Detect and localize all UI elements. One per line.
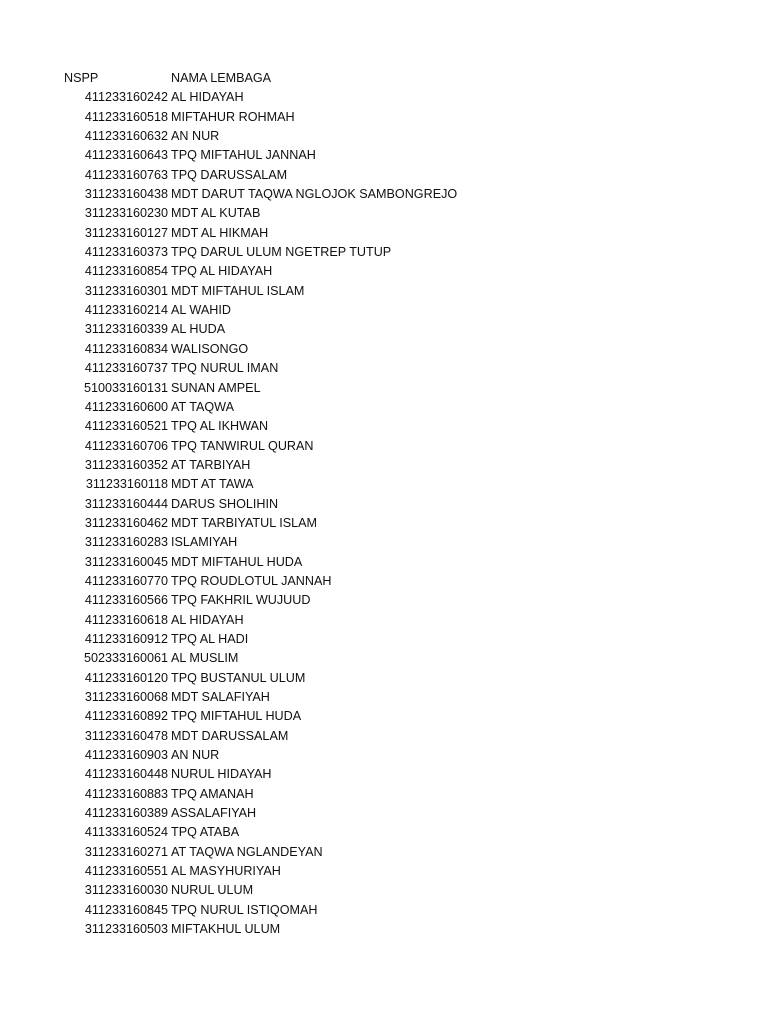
nspp-cell: 411233160854 <box>84 264 168 279</box>
nspp-cell: 411233160566 <box>84 593 168 608</box>
nama-lembaga-cell: NURUL HIDAYAH <box>171 767 272 782</box>
table-row <box>0 108 768 127</box>
nama-lembaga-cell: TPQ NURUL ISTIQOMAH <box>171 902 318 917</box>
table-row <box>0 707 768 726</box>
nama-lembaga-cell: TPQ MIFTAHUL JANNAH <box>171 148 316 163</box>
table-row <box>0 146 768 165</box>
table-row <box>0 611 768 630</box>
nspp-cell: 311233160030 <box>84 883 168 898</box>
nama-lembaga-cell: MIFTAKHUL ULUM <box>171 922 281 937</box>
nspp-cell: 411233160242 <box>84 90 168 105</box>
nspp-cell: 502333160061 <box>83 651 168 666</box>
table-row <box>0 843 768 862</box>
nama-lembaga-cell: TPQ AMANAH <box>171 786 254 801</box>
table-row <box>0 553 768 572</box>
nspp-cell: 411233160892 <box>84 709 168 724</box>
nama-lembaga-cell: MDT AT TAWA <box>171 477 254 492</box>
table-row <box>0 262 768 281</box>
nama-lembaga-cell: WALISONGO <box>171 341 249 356</box>
nspp-cell: 411233160600 <box>84 399 168 414</box>
nspp-cell: 411233160737 <box>84 361 168 376</box>
nama-lembaga-cell: TPQ AL IKHWAN <box>171 419 269 434</box>
table-row <box>0 591 768 610</box>
table-row <box>0 881 768 900</box>
nama-lembaga-cell: TPQ AL HIDAYAH <box>171 264 273 279</box>
table-row <box>0 495 768 514</box>
nama-lembaga-cell: TPQ ROUDLOTUL JANNAH <box>171 573 332 588</box>
table-row <box>0 320 768 339</box>
nspp-cell: 411233160770 <box>84 573 168 588</box>
table-row <box>0 785 768 804</box>
nspp-cell: 311233160118 <box>85 477 168 492</box>
nama-lembaga-cell: AL WAHID <box>171 303 231 318</box>
nspp-cell: 411233160912 <box>84 631 168 646</box>
nama-lembaga-cell: NURUL ULUM <box>171 883 254 898</box>
table-row <box>0 572 768 591</box>
nama-lembaga-cell: AL MASYHURIYAH <box>171 864 281 879</box>
nspp-cell: 411233160551 <box>84 864 168 879</box>
nama-lembaga-cell: TPQ AL HADI <box>171 631 249 646</box>
nspp-cell: 411233160706 <box>84 438 168 453</box>
nspp-cell: 311233160478 <box>84 728 168 743</box>
table-row <box>0 669 768 688</box>
nama-lembaga-cell: ASSALAFIYAH <box>171 806 257 821</box>
nspp-cell: 311233160503 <box>84 922 168 937</box>
table-row <box>0 379 768 398</box>
nama-lembaga-cell: MDT SALAFIYAH <box>171 690 270 704</box>
nspp-cell: 411233160763 <box>84 167 168 182</box>
table-row <box>0 649 768 668</box>
nama-lembaga-cell: AT TAQWA <box>171 399 234 414</box>
nspp-cell: 411233160120 <box>84 670 168 685</box>
table-row <box>0 340 768 359</box>
nama-lembaga-cell: TPQ DARUSSALAM <box>171 167 288 182</box>
table-row <box>0 804 768 823</box>
nama-lembaga-cell: AL MUSLIM <box>171 651 239 666</box>
nama-lembaga-cell: MDT MIFTAHUL HUDA <box>171 554 303 569</box>
nama-lembaga-cell: MDT MIFTAHUL ISLAM <box>171 283 305 298</box>
nspp-cell: 411233160883 <box>84 786 168 801</box>
table-row <box>0 823 768 842</box>
nspp-cell: 311233160230 <box>84 206 168 221</box>
nspp-cell: 311233160283 <box>84 535 168 550</box>
nama-lembaga-cell: TPQ TANWIRUL QURAN <box>171 438 314 453</box>
nspp-cell: 311233160271 <box>84 844 168 859</box>
nama-lembaga-cell: MDT DARUSSALAM <box>171 728 289 743</box>
table-row <box>0 456 768 475</box>
table-row <box>0 862 768 881</box>
nama-lembaga-cell: TPQ NURUL IMAN <box>171 361 279 376</box>
table-row <box>0 224 768 243</box>
table-row <box>0 204 768 223</box>
nama-lembaga-cell: TPQ ATABA <box>171 825 240 840</box>
table-row <box>0 437 768 456</box>
header-nspp: NSPP <box>64 71 99 85</box>
nspp-cell: 411233160845 <box>84 902 168 917</box>
table-row <box>0 765 768 784</box>
table-row <box>0 417 768 436</box>
nama-lembaga-cell: AN NUR <box>171 748 220 763</box>
table-row <box>0 398 768 417</box>
nspp-cell: 311233160301 <box>84 283 168 298</box>
nspp-cell: 311233160127 <box>84 225 168 240</box>
table-row <box>0 243 768 262</box>
table-row <box>0 359 768 378</box>
nama-lembaga-cell: AN NUR <box>171 129 220 144</box>
nama-lembaga-cell: TPQ MIFTAHUL HUDA <box>171 709 302 724</box>
table-body <box>0 88 768 939</box>
nama-lembaga-cell: AL HUDA <box>171 322 226 337</box>
table-row <box>0 514 768 533</box>
nspp-cell: 311233160068 <box>84 690 168 704</box>
nspp-cell: 411233160389 <box>84 806 168 821</box>
nspp-cell: 411233160618 <box>84 612 168 627</box>
header-nama-lembaga: NAMA LEMBAGA <box>171 71 272 85</box>
table-row <box>0 533 768 552</box>
table-row <box>0 88 768 107</box>
table-row <box>0 901 768 920</box>
table-row <box>0 688 768 707</box>
nspp-cell: 311233160444 <box>84 496 168 511</box>
nspp-cell: 311233160462 <box>84 515 168 530</box>
nama-lembaga-cell: TPQ FAKHRIL WUJUUD <box>171 593 311 608</box>
nama-lembaga-cell: ISLAMIYAH <box>171 535 238 550</box>
table-row <box>0 475 768 494</box>
nama-lembaga-cell: TPQ DARUL ULUM NGETREP TUTUP <box>171 245 392 260</box>
table-header <box>0 69 768 88</box>
table-row <box>0 127 768 146</box>
nama-lembaga-cell: MDT TARBIYATUL ISLAM <box>171 515 318 530</box>
nspp-cell: 510033160131 <box>83 380 168 395</box>
nspp-cell: 311233160438 <box>84 187 168 202</box>
nama-lembaga-cell: AT TARBIYAH <box>171 457 251 472</box>
table-row <box>0 282 768 301</box>
nspp-cell: 411333160524 <box>84 825 168 840</box>
institution-table <box>0 69 768 939</box>
nspp-cell: 411233160834 <box>84 341 168 356</box>
nspp-cell: 411233160373 <box>84 245 168 260</box>
nspp-cell: 311233160045 <box>84 554 168 569</box>
table-row <box>0 185 768 204</box>
nama-lembaga-cell: MIFTAHUR ROHMAH <box>171 109 295 124</box>
nspp-cell: 411233160214 <box>84 303 168 318</box>
nspp-cell: 311233160352 <box>84 457 168 472</box>
table-row <box>0 746 768 765</box>
nspp-cell: 311233160339 <box>84 322 168 337</box>
nspp-cell: 411233160448 <box>84 767 168 782</box>
nama-lembaga-cell: MDT AL HIKMAH <box>171 225 269 240</box>
nama-lembaga-cell: AL HIDAYAH <box>171 90 244 105</box>
table-row <box>0 727 768 746</box>
nspp-cell: 411233160643 <box>84 148 168 163</box>
nama-lembaga-cell: MDT AL KUTAB <box>171 206 261 221</box>
nama-lembaga-cell: AL HIDAYAH <box>171 612 244 627</box>
nama-lembaga-cell: MDT DARUT TAQWA NGLOJOK SAMBONGREJO <box>171 187 458 202</box>
nama-lembaga-cell: TPQ BUSTANUL ULUM <box>171 670 306 685</box>
nama-lembaga-cell: AT TAQWA NGLANDEYAN <box>171 844 323 859</box>
table-row <box>0 920 768 939</box>
nspp-cell: 411233160632 <box>84 129 168 144</box>
nama-lembaga-cell: DARUS SHOLIHIN <box>171 496 279 511</box>
nspp-cell: 411233160903 <box>84 748 168 763</box>
nama-lembaga-cell: SUNAN AMPEL <box>171 380 261 395</box>
table-row <box>0 166 768 185</box>
nspp-cell: 411233160518 <box>84 109 168 124</box>
table-row <box>0 630 768 649</box>
nspp-cell: 411233160521 <box>84 419 168 434</box>
table-row <box>0 301 768 320</box>
